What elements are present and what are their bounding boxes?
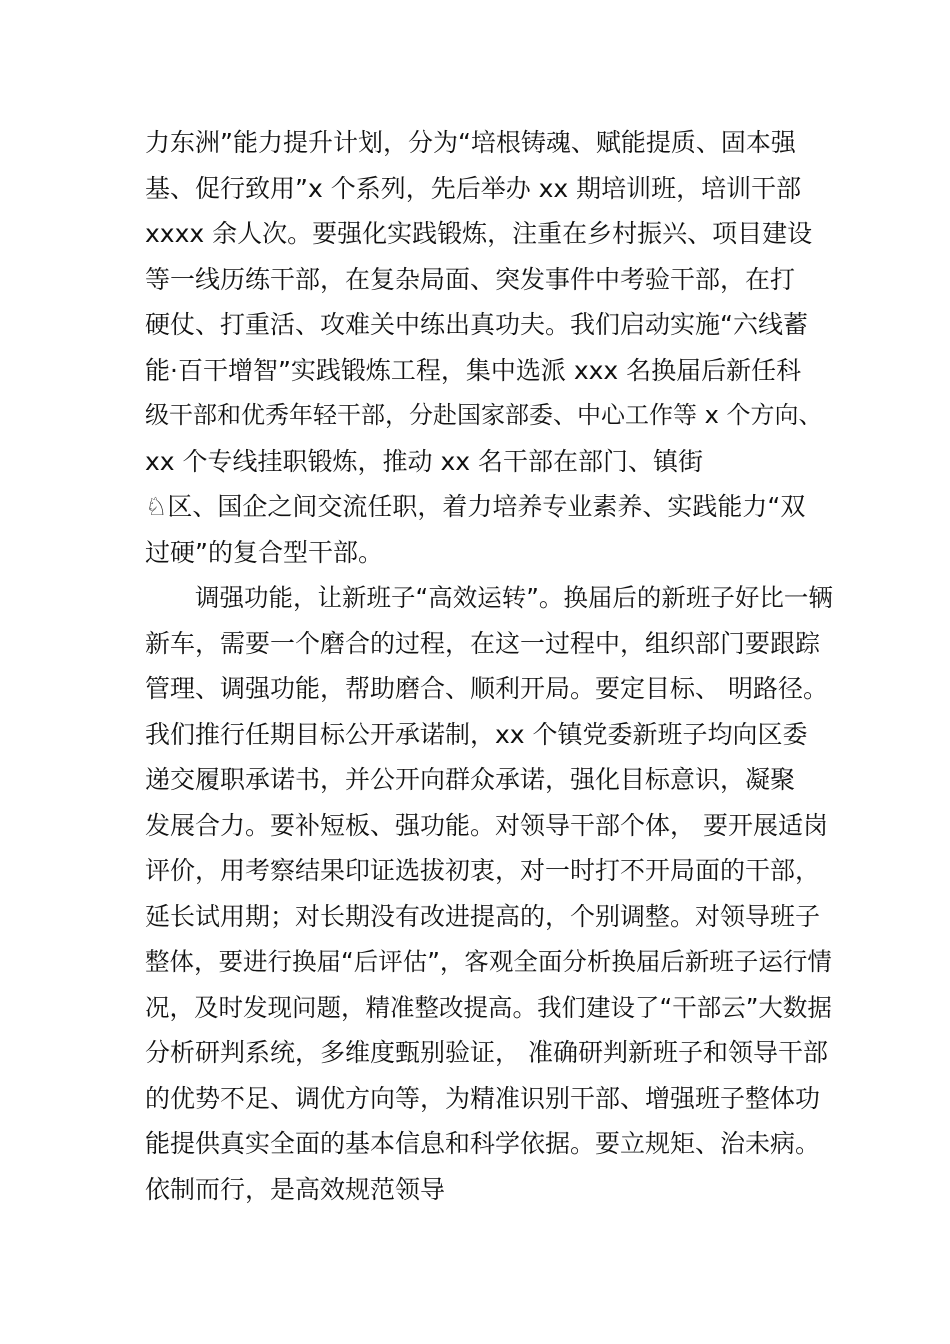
text-line: 管理、调强功能，帮助磨合、顺利开局。要定目标、 明路径。 <box>145 674 828 703</box>
text-line: 能提供真实全面的基本信息和科学依据。要立规矩、治未病。 <box>145 1129 821 1158</box>
text-line: 硬仗、打重活、攻难关中练出真功夫。我们启动实施“六线蓄 <box>145 310 808 339</box>
text-line: 级干部和优秀年轻干部，分赴国家部委、中心工作等 x 个方向、 <box>145 401 823 429</box>
text-line: 整体，要进行换届“后评估”，客观全面分析换届后新班子运行情 <box>145 947 832 976</box>
text-line: 分析研判系统，多维度甄别验证， 准确研判新班子和领导干部 <box>145 1038 828 1067</box>
text-line: 等一线历练干部，在复杂局面、突发事件中考验干部，在打 <box>145 264 796 294</box>
text-line: ♘区、国企之间交流任职，着力培养专业素养、实践能力“双 <box>145 492 806 521</box>
text-line: 新车，需要一个磨合的过程，在这一过程中，组织部门要跟踪 <box>145 628 821 658</box>
text-line: 基、促行致用”x 个系列，先后举办 xx 期培训班，培训干部 <box>145 173 802 203</box>
text-line: xxxx 余人次。要强化实践锻炼，注重在乡村振兴、项目建设 <box>145 219 813 248</box>
text-line: 延长试用期；对长期没有改进提高的，个别调整。对领导班子 <box>145 901 821 931</box>
text-line: 递交履职承诺书，并公开向群众承诺，强化目标意识，凝聚 <box>145 765 796 794</box>
text-line: 我们推行任期目标公开承诺制，xx 个镇党委新班子均向区委 <box>145 719 808 749</box>
text-line: 依制而行，是高效规范领导 <box>145 1174 446 1204</box>
paragraph-start-line: 调强功能，让新班子“高效运转”。换届后的新班子好比一辆 <box>195 583 833 612</box>
text-line: 发展合力。要补短板、强功能。对领导干部个体， 要开展适岗 <box>145 810 828 840</box>
text-line: 的优势不足、调优方向等，为精准识别干部、增强班子整体功 <box>145 1083 821 1113</box>
body-text <box>145 120 835 1212</box>
text-line: 况，及时发现问题，精准整改提高。我们建设了“干部云”大数据 <box>145 992 832 1022</box>
text-line: 能·百干增智”实践锻炼工程，集中选派 xxx 名换届后新任科 <box>145 355 802 385</box>
text-line: 力东洲”能力提升计划，分为“培根铸魂、赋能提质、固本强 <box>145 128 796 157</box>
text-line: 过硬”的复合型干部。 <box>145 537 383 567</box>
text-line: 评价，用考察结果印证选拔初衷，对一时打不开局面的干部， <box>145 856 821 885</box>
text-line: xx 个专线挂职锻炼，推动 xx 名干部在部门、镇街 <box>145 446 704 476</box>
